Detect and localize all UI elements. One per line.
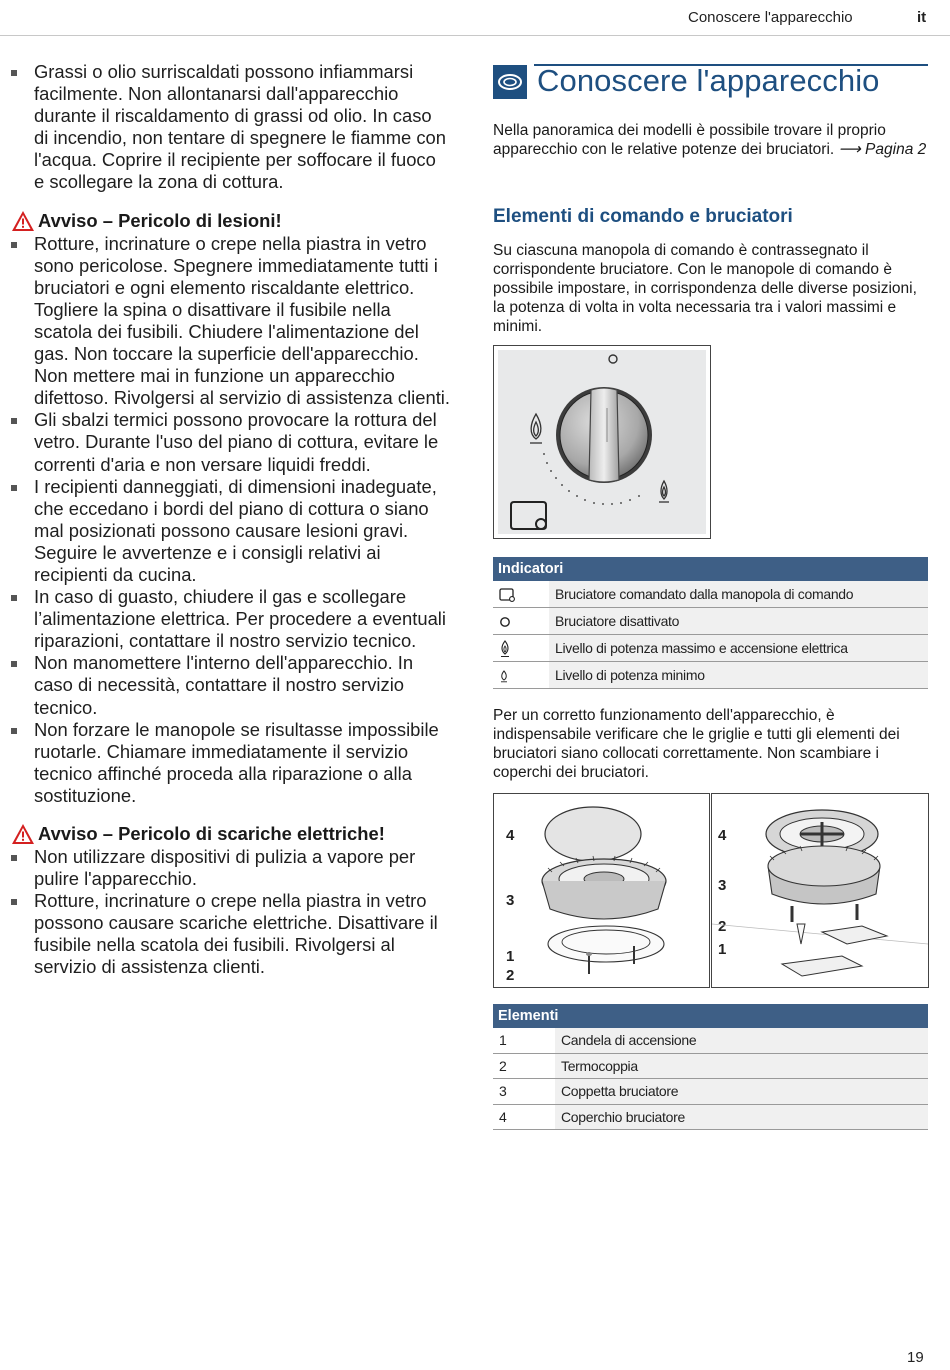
callout-label: 1 bbox=[506, 948, 515, 965]
running-header-title: Conoscere l'apparecchio bbox=[688, 9, 853, 26]
callout-label: 4 bbox=[718, 827, 727, 844]
warning-lesioni-title: Avviso – Pericolo di lesioni! bbox=[11, 210, 451, 232]
list-item: In caso di guasto, chiudere il gas e scollegare l’alimentazione elettrica. Per procedere a eventuali riparazioni, contattare il nostro servizio tecnico. bbox=[11, 586, 451, 652]
list-item: Rotture, incrinature o crepe nella piastra in vetro sono pericolose. Spegnere immediatamente tutti i bruciatori e ogni elemento riscaldante elettrico. Togliere la spina o disattivare il fusibile nella scatola dei fusibili. Chiudere l'alimentazione del gas. Non toccare la superficie dell'apparecchio. Non mettere mai in funzione un apparecchio difettoso. Rivolgersi al servizio di assistenza clienti. bbox=[11, 233, 451, 410]
warning-triangle-icon bbox=[11, 823, 35, 845]
burner-figure-left bbox=[493, 793, 710, 988]
language-code: it bbox=[917, 9, 927, 26]
bullet-square-icon bbox=[11, 595, 17, 601]
bullet-square-icon bbox=[11, 418, 17, 424]
list-item: Grassi o olio surriscaldati possono infiammarsi facilmente. Non allontanarsi dall'apparecchio durante il riscaldamento di grassi od olio. In caso di incendio, non tentare di spegnere le fiamme con l'acqua. Coprire il recipiente per soffocare il fuoco e scollegare la zona di cottura. bbox=[11, 61, 451, 194]
list-item: Non manomettere l'interno dell'apparecchio. In caso di necessità, contattare il nostro servizio tecnico. bbox=[11, 652, 451, 718]
callout-label: 1 bbox=[718, 941, 727, 958]
callout-label: 3 bbox=[506, 892, 515, 909]
indicators-table bbox=[493, 557, 928, 689]
burner-section-icon bbox=[493, 65, 527, 99]
list-item: Non forzare le manopole se risultasse impossibile ruotarle. Chiamare immediatamente il servizio tecnico affinché proceda alla riparazione o alla sostituzione. bbox=[11, 719, 451, 807]
bullet-square-icon bbox=[11, 899, 17, 905]
knob-description: Su ciascuna manopola di comando è contrassegnato il corrispondente bruciatore. Con le manopole di comando è possibile impostare, in corrispondenza delle diverse posizioni, la potenza di volta in volta necessaria tra i valori massimi e minimi. bbox=[493, 242, 917, 335]
table-row: 1 Candela di accensione bbox=[493, 1028, 928, 1054]
callout-label: 2 bbox=[718, 918, 727, 935]
page-number: 19 bbox=[907, 1349, 924, 1366]
bullet-square-icon bbox=[11, 661, 17, 667]
burner-square-icon bbox=[493, 581, 549, 607]
list-item: Rotture, incrinature o crepe nella piastra in vetro possono causare scariche elettriche. Disattivare il fusibile nella scatola dei fusibili. Rivolgersi al servizio di assistenza clienti. bbox=[11, 890, 451, 978]
warning-scariche-list bbox=[11, 846, 451, 979]
warning-lesioni-list bbox=[11, 233, 451, 807]
bullet-square-icon bbox=[11, 728, 17, 734]
list-item: Gli sbalzi termici possono provocare la rottura del vetro. Durante l'uso del piano di cottura, evitare le correnti d'aria e non versare liquidi freddi. bbox=[11, 409, 451, 475]
table-row: 2 Termocoppia bbox=[493, 1054, 928, 1080]
bullet-square-icon bbox=[11, 485, 17, 491]
bullet-square-icon bbox=[11, 70, 17, 76]
header-divider bbox=[0, 35, 950, 36]
off-circle-icon bbox=[493, 608, 549, 634]
section-title: Conoscere l'apparecchio bbox=[537, 63, 880, 98]
small-flame-icon bbox=[493, 662, 549, 688]
callout-label: 2 bbox=[506, 967, 515, 984]
control-knob-figure bbox=[493, 345, 711, 539]
callout-label: 4 bbox=[506, 827, 515, 844]
left-column bbox=[11, 61, 451, 979]
subsection-title: Elementi di comando e bruciatori bbox=[493, 206, 793, 227]
elements-table bbox=[493, 1004, 928, 1130]
large-flame-icon bbox=[493, 635, 549, 661]
indicators-header: Indicatori bbox=[493, 557, 928, 581]
burner-figure-right bbox=[711, 793, 929, 988]
table-row: Livello di potenza massimo e accensione elettrica bbox=[493, 635, 928, 662]
callout-label: 3 bbox=[718, 877, 727, 894]
elements-header: Elementi bbox=[493, 1004, 928, 1028]
table-row: 4 Coperchio bruciatore bbox=[493, 1105, 928, 1131]
table-row: Livello di potenza minimo bbox=[493, 662, 928, 689]
page-reference-link[interactable]: ⟶ Pagina 2 bbox=[838, 141, 927, 158]
intro-list bbox=[11, 61, 451, 194]
intro-paragraph: Nella panoramica dei modelli è possibile trovare il proprio apparecchio con le relative potenze dei bruciatori. ⟶ Pagina 2 bbox=[493, 122, 927, 158]
warning-scariche-title: Avviso – Pericolo di scariche elettriche! bbox=[11, 823, 451, 845]
warning-triangle-icon bbox=[11, 210, 35, 232]
bullet-square-icon bbox=[11, 242, 17, 248]
table-row: Bruciatore disattivato bbox=[493, 608, 928, 635]
list-item: Non utilizzare dispositivi di pulizia a vapore per pulire l'apparecchio. bbox=[11, 846, 451, 890]
table-row: 3 Coppetta bruciatore bbox=[493, 1079, 928, 1105]
list-item: I recipienti danneggiati, di dimensioni inadeguate, che eccedano i bordi del piano di cottura o siano mal posizionati possono causare lesioni gravi. Seguire le avvertenze e i consigli relativi ai recipienti da cucina. bbox=[11, 476, 451, 586]
table-row: Bruciatore comandato dalla manopola di comando bbox=[493, 581, 928, 608]
bullet-square-icon bbox=[11, 855, 17, 861]
burner-paragraph: Per un corretto funzionamento dell'apparecchio, è indispensabile verificare che le griglie e tutti gli elementi dei bruciatori siano collocati correttamente. Non scambiare i coperchi dei bruciatori. bbox=[493, 707, 900, 781]
